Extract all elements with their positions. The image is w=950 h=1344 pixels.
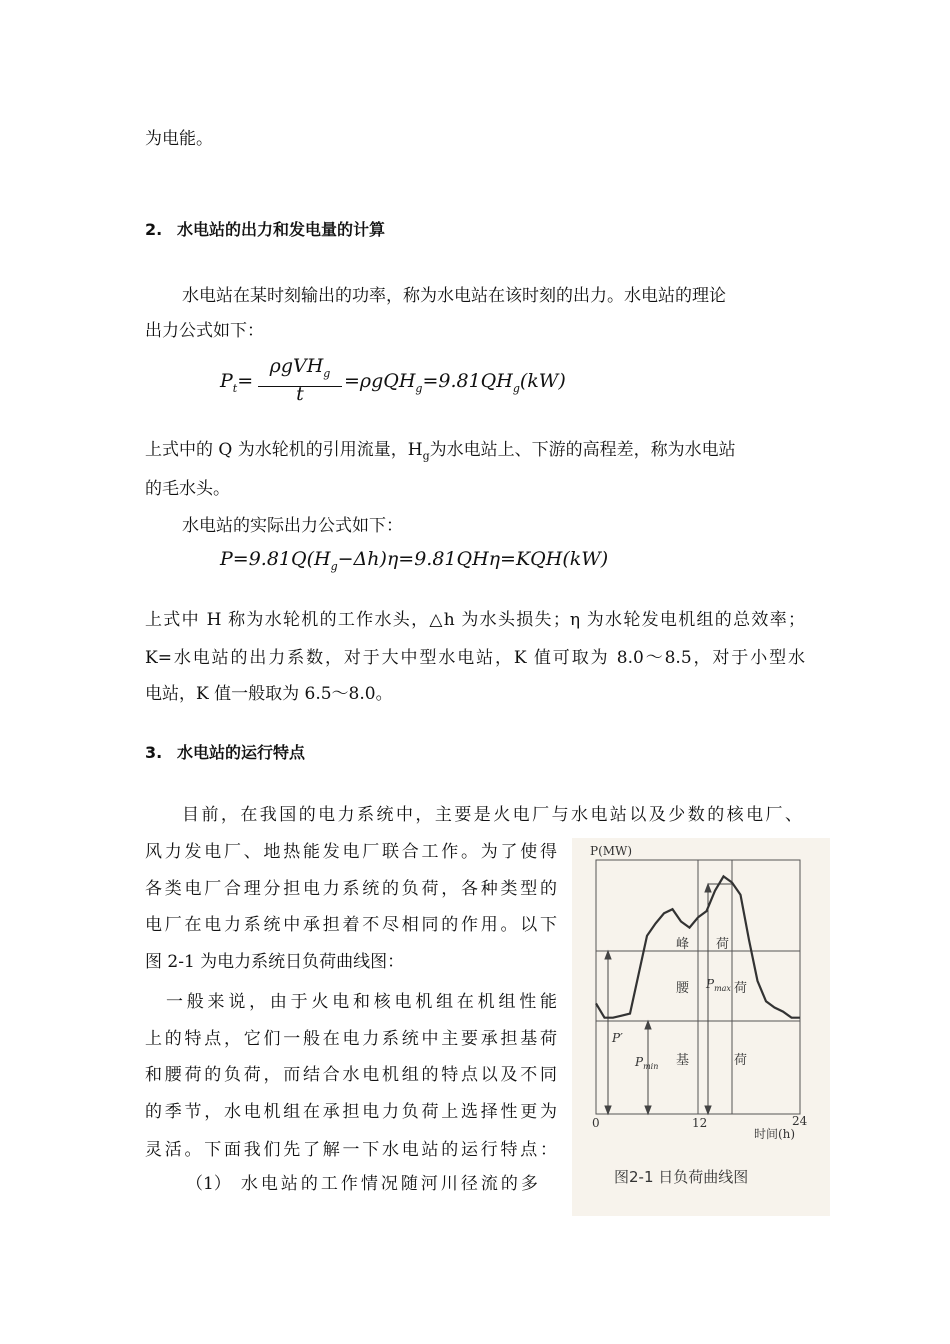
- text-line: 目前，在我国的电力系统中，主要是火电厂与水电站以及少数的核电厂、: [182, 805, 802, 825]
- text-line: 水电站在某时刻输出的功率，称为水电站在该时刻的出力。水电站的理论: [182, 286, 726, 306]
- y-axis-label: P(MW): [590, 844, 633, 858]
- arrow-head: [645, 1106, 651, 1114]
- text-line: 各类电厂合理分担电力系统的负荷，各种类型的: [145, 879, 557, 899]
- formula-part: =9.81QH: [422, 370, 513, 392]
- text-line: K=水电站的出力系数，对于大中型水电站，K 值可取为 8.0～8.5，对于小型水: [145, 648, 805, 668]
- load-arrows: [605, 884, 732, 1114]
- peak-label: 荷: [716, 937, 730, 952]
- p-prime-label: P′: [612, 1031, 623, 1045]
- text-line: [186, 1172, 557, 1196]
- formula-symbol: =: [237, 370, 254, 392]
- subscript: g: [422, 449, 430, 463]
- pmax-label: $P_{max}$: [706, 977, 731, 993]
- base-label: 基: [676, 1053, 690, 1068]
- formula-subscript: t: [232, 381, 238, 395]
- formula-symbol: P: [220, 370, 233, 392]
- text-segment: 上式中的 Q 为水轮机的引用流量，H: [145, 440, 423, 460]
- formula-subscript: g: [323, 366, 331, 380]
- waist-label: 荷: [734, 981, 748, 996]
- formula-actual-output: [220, 548, 608, 573]
- formula-numerator: ρgVH: [269, 355, 324, 377]
- text-line: 灵活。下面我们先了解一下水电站的运行特点：: [145, 1140, 557, 1160]
- x-tick-label: 24: [792, 1114, 808, 1128]
- text-line: 一般来说，由于火电和核电机组在机组性能: [166, 992, 557, 1012]
- arrow-head: [605, 951, 611, 959]
- text-line: 电站，K 值一般取为 6.5～8.0。: [145, 684, 393, 704]
- arrow-head: [705, 1106, 711, 1114]
- text-line: 的毛水头。: [145, 479, 230, 499]
- section-heading-3: [145, 741, 305, 765]
- x-axis-label: 时间(h): [754, 1127, 796, 1141]
- text-line: 为电能。: [145, 129, 213, 149]
- text-line: 电厂在电力系统中承担着不尽相同的作用。以下: [145, 915, 557, 935]
- arrow-head: [705, 884, 711, 892]
- waist-label: 腰: [676, 981, 690, 996]
- figure-caption: 图2-1 日负荷曲线图: [614, 1168, 749, 1186]
- text-line: 和腰荷的负荷，而结合水电机组的特点以及不同: [145, 1065, 557, 1085]
- text-segment: 为水电站上、下游的高程差，称为水电站: [429, 440, 736, 460]
- pmin-label: $P_{min}$: [635, 1055, 659, 1071]
- text-line: 水电站的实际出力公式如下：: [182, 516, 403, 536]
- text-line: 上式中 H 称为水轮机的工作水头，△h 为水头损失；η 为水轮发电机组的总效率；: [145, 610, 805, 630]
- formula-part: −Δh)η=9.81QHη=KQH(kW): [337, 548, 609, 570]
- chart-grid: [596, 860, 800, 1114]
- text-line: 出力公式如下：: [145, 321, 264, 341]
- x-tick-label: 12: [692, 1116, 708, 1130]
- text-line: 图 2-1 为电力系统日负荷曲线图：: [145, 952, 405, 972]
- text-line: 风力发电厂、地热能发电厂联合工作。为了使得: [145, 842, 557, 862]
- arrow-head: [645, 1021, 651, 1029]
- section-number: 3.: [145, 743, 163, 762]
- section-heading-2: [145, 218, 385, 242]
- list-text: 水电站的工作情况随河川径流的多: [240, 1174, 541, 1194]
- section-title: 水电站的出力和发电量的计算: [177, 220, 386, 239]
- formula-part: =ρgQH: [344, 370, 416, 392]
- text-line: 上的特点，它们一般在电力系统中主要承担基荷: [145, 1029, 557, 1049]
- x-tick-label: 0: [592, 1116, 600, 1130]
- formula-subscript: g: [512, 381, 520, 395]
- formula-part: (kW): [519, 370, 566, 392]
- formula-subscript: g: [415, 381, 423, 395]
- text-line: 的季节，水电机组在承担电力负荷上选择性更为: [145, 1102, 557, 1122]
- section-number: 2.: [145, 220, 163, 239]
- formula-part: P=9.81Q(H: [220, 548, 331, 570]
- arrow-head: [605, 1106, 611, 1114]
- text-line: [145, 438, 736, 468]
- daily-load-chart: [572, 838, 830, 1216]
- formula-subscript: g: [330, 559, 338, 573]
- base-label: 荷: [734, 1053, 748, 1068]
- formula-denominator: t: [296, 383, 304, 405]
- list-number: （1）: [186, 1174, 231, 1194]
- peak-label: 峰: [676, 937, 690, 952]
- section-title: 水电站的运行特点: [177, 743, 306, 762]
